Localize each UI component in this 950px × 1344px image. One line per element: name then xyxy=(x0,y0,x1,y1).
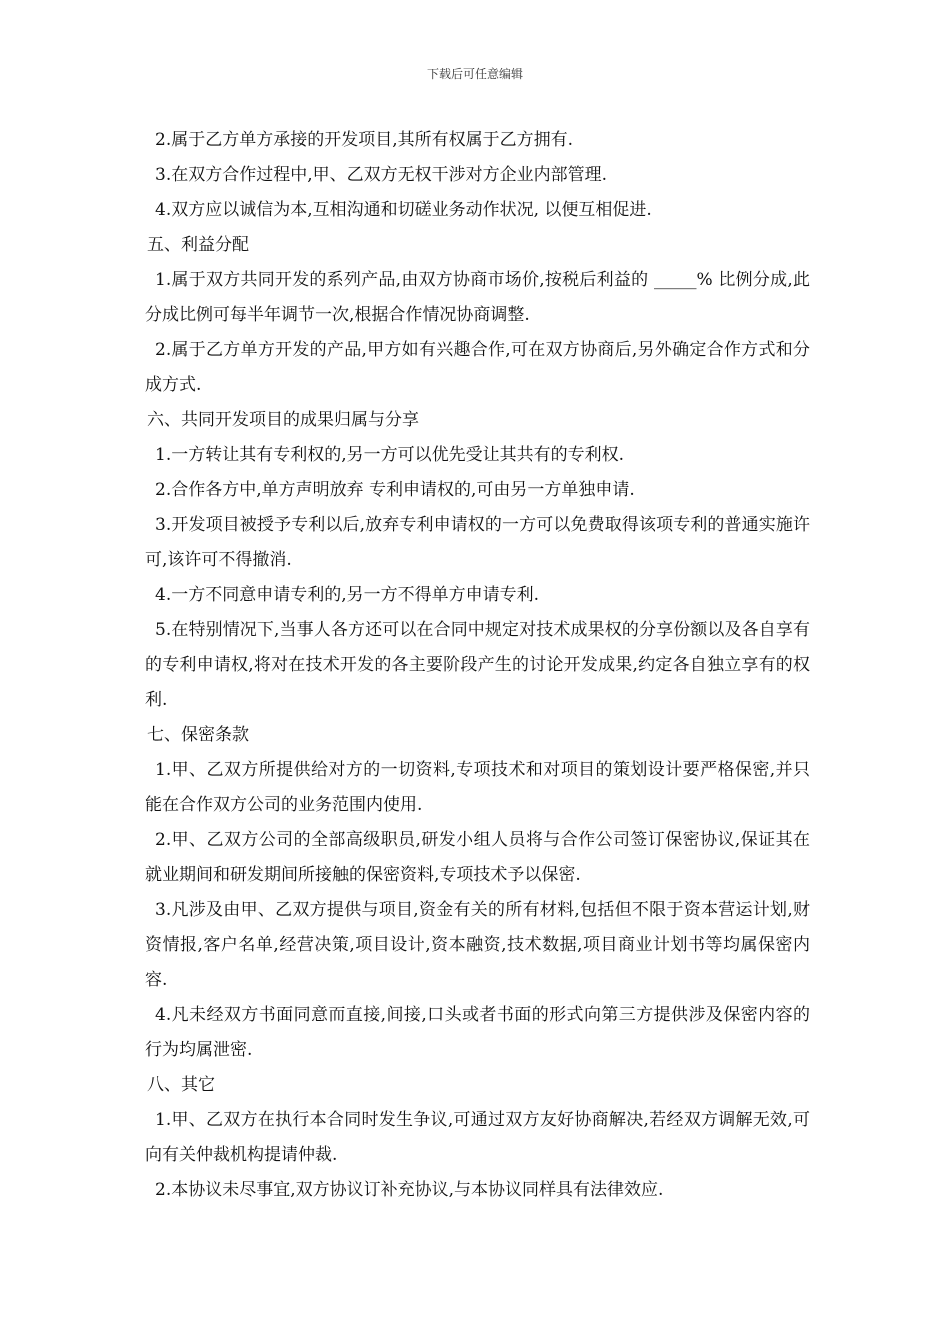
section-heading: 五、利益分配 xyxy=(147,235,249,255)
clause-paragraph: 3.凡涉及由甲、乙双方提供与项目,资金有关的所有材料,包括但不限于资本营运计划,财资情报,客户名单,经营决策,项目设计,资本融资,技术数据,项目商业计划书等均属保密内容. xyxy=(145,900,810,990)
clause-paragraph: 3.在双方合作过程中,甲、乙双方无权干涉对方企业内部管理. xyxy=(155,165,608,185)
clause-paragraph: 2.合作各方中,单方声明放弃 专利申请权的,可由另一方单独申请. xyxy=(155,480,635,500)
clause-paragraph: 4.双方应以诚信为本,互相沟通和切磋业务动作状况, 以便互相促进. xyxy=(155,200,652,220)
document-body xyxy=(145,123,810,1208)
page-header: 下载后可任意编辑 xyxy=(426,67,523,81)
section-heading: 六、共同开发项目的成果归属与分享 xyxy=(147,410,419,430)
clause-paragraph: 3.开发项目被授予专利以后,放弃专利申请权的一方可以免费取得该项专利的普通实施许可,该许可不得撤消. xyxy=(145,515,810,570)
clause-paragraph: 2.甲、乙双方公司的全部高级职员,研发小组人员将与合作公司签订保密协议,保证其在就业期间和研发期间所接触的保密资料,专项技术予以保密. xyxy=(145,830,810,885)
clause-paragraph: 2.本协议未尽事宜,双方协议订补充协议,与本协议同样具有法律效应. xyxy=(155,1180,664,1200)
section-heading: 七、保密条款 xyxy=(147,725,249,745)
clause-paragraph: 5.在特别情况下,当事人各方还可以在合同中规定对技术成果权的分享份额以及各自享有的专利申请权,将对在技术开发的各主要阶段产生的讨论开发成果,约定各自独立享有的权利. xyxy=(145,620,810,710)
clause-paragraph: 1.甲、乙双方在执行本合同时发生争议,可通过双方友好协商解决,若经双方调解无效,可向有关仲裁机构提请仲裁. xyxy=(145,1110,810,1165)
clause-paragraph: 1.甲、乙双方所提供给对方的一切资料,专项技术和对项目的策划设计要严格保密,并只能在合作双方公司的业务范围内使用. xyxy=(145,760,810,815)
clause-paragraph: 1.一方转让其有专利权的,另一方可以优先受让其共有的专利权. xyxy=(155,445,625,465)
clause-paragraph: 2.属于乙方单方开发的产品,甲方如有兴趣合作,可在双方协商后,另外确定合作方式和分成方式. xyxy=(145,340,810,395)
clause-paragraph: 2.属于乙方单方承接的开发项目,其所有权属于乙方拥有. xyxy=(155,130,574,150)
clause-paragraph: 4.一方不同意申请专利的,另一方不得单方申请专利. xyxy=(155,585,540,605)
clause-paragraph: 1.属于双方共同开发的系列产品,由双方协商市场价,按税后利益的 _____% 比例分成,此分成比例可每半年调节一次,根据合作情况协商调整. xyxy=(145,270,810,325)
section-heading: 八、其它 xyxy=(147,1075,215,1095)
clause-paragraph: 4.凡未经双方书面同意而直接,间接,口头或者书面的形式向第三方提供涉及保密内容的行为均属泄密. xyxy=(145,1005,810,1060)
